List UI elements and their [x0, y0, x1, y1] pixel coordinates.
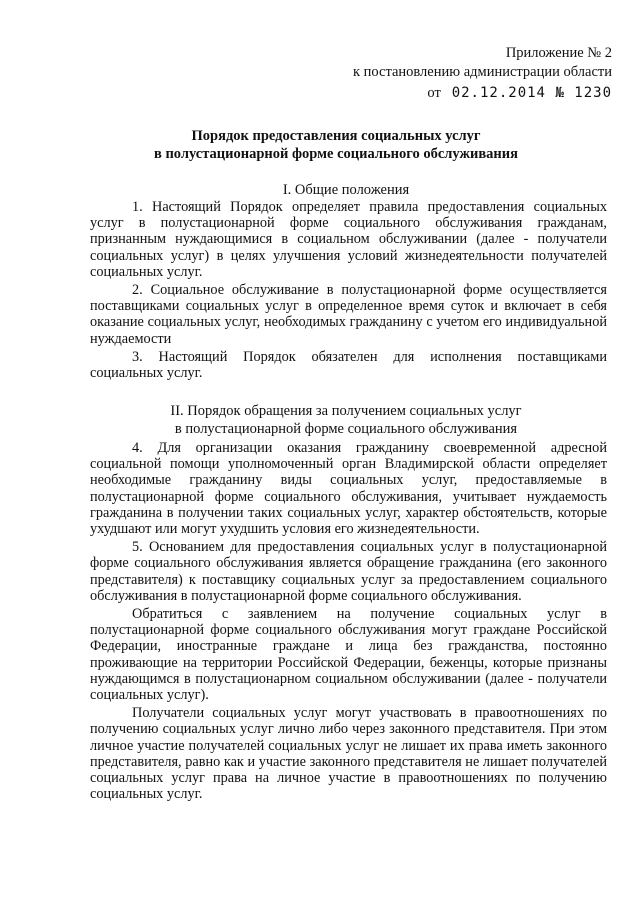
- paragraph-3: 3. Настоящий Порядок обязателен для исполнения поставщиками социальных услуг.: [90, 348, 607, 382]
- appendix-header: [312, 44, 612, 103]
- paragraph-5-applicants: Обратиться с заявлением на получение социальных услуг в полустационарной форме социального обслуживания могут граждане Российской Федерации, иностранные граждане и лица без гражданства, постоянно проживающие на территории Российской Федерации, беженцы, которые признаны нуждающимся в полустационарном социальном обслуживании (далее - получатели социальных услуг).: [90, 606, 607, 704]
- section-2-heading: [80, 402, 612, 438]
- section-2-body: [90, 440, 607, 802]
- paragraph-5: 5. Основанием для предоставления социальных услуг в полустационарной форме социального обслуживания является обращение гражданина (его законного представителя) к поставщику социальных услуг за предоставлением социального обслуживания в полустационарной форме социального обслуживания.: [90, 539, 607, 604]
- paragraph-5-representation: Получатели социальных услуг могут участвовать в правоотношениях по получению социальных услуг лично либо через законного представителя. При этом личное участие получателей социальных услуг не лишает их права иметь законного представителя, равно как и участие законного представителя не лишает получателей социальных услуг права на личное участие в правоотношениях по получению социальных услуг.: [90, 705, 607, 803]
- section-2-heading-line-2: в полустационарной форме социального обслуживания: [174, 421, 518, 437]
- section-1-heading: I. Общие положения: [282, 182, 410, 198]
- title-line-2: в полустационарной форме социального обслуживания: [154, 146, 518, 162]
- decree-reference: к постановлению администрации области: [352, 64, 612, 80]
- date-prefix: от: [427, 85, 441, 101]
- decree-date-number: 02.12.2014 № 1230: [451, 85, 612, 101]
- paragraph-1: 1. Настоящий Порядок определяет правила предоставления социальных услуг в полустационарной форме социального обслуживания гражданам, признанным нуждающимися в социальном обслуживании (далее - получатели социальных услуг) в целях улучшения условий жизнедеятельности получателей социальных услуг.: [90, 199, 607, 280]
- section-1-body: [90, 199, 607, 381]
- section-2-heading-line-1: II. Порядок обращения за получением социальных услуг: [170, 403, 522, 419]
- paragraph-2: 2. Социальное обслуживание в полустационарной форме осуществляется поставщиками социальных услуг в определенное время суток и включает в себя оказание социальных услуг, необходимых гражданину с учетом его индивидуальной нуждаемости: [90, 282, 607, 347]
- appendix-label: Приложение № 2: [505, 45, 612, 61]
- title-line-1: Порядок предоставления социальных услуг: [191, 128, 481, 144]
- paragraph-4: 4. Для организации оказания гражданину своевременной адресной социальной помощи уполномоченный орган Владимирской области определяет необходимые гражданину виды социальных услуг, предоставляемые в полустационарной форме социального обслуживания, учитывает нуждаемость гражданина в получении таких социальных услуг, характер обстоятельств, которые ухудшают или могут ухудшить условия его жизнедеятельности.: [90, 440, 607, 538]
- decree-date-line: [312, 84, 612, 103]
- document-title: [60, 127, 612, 163]
